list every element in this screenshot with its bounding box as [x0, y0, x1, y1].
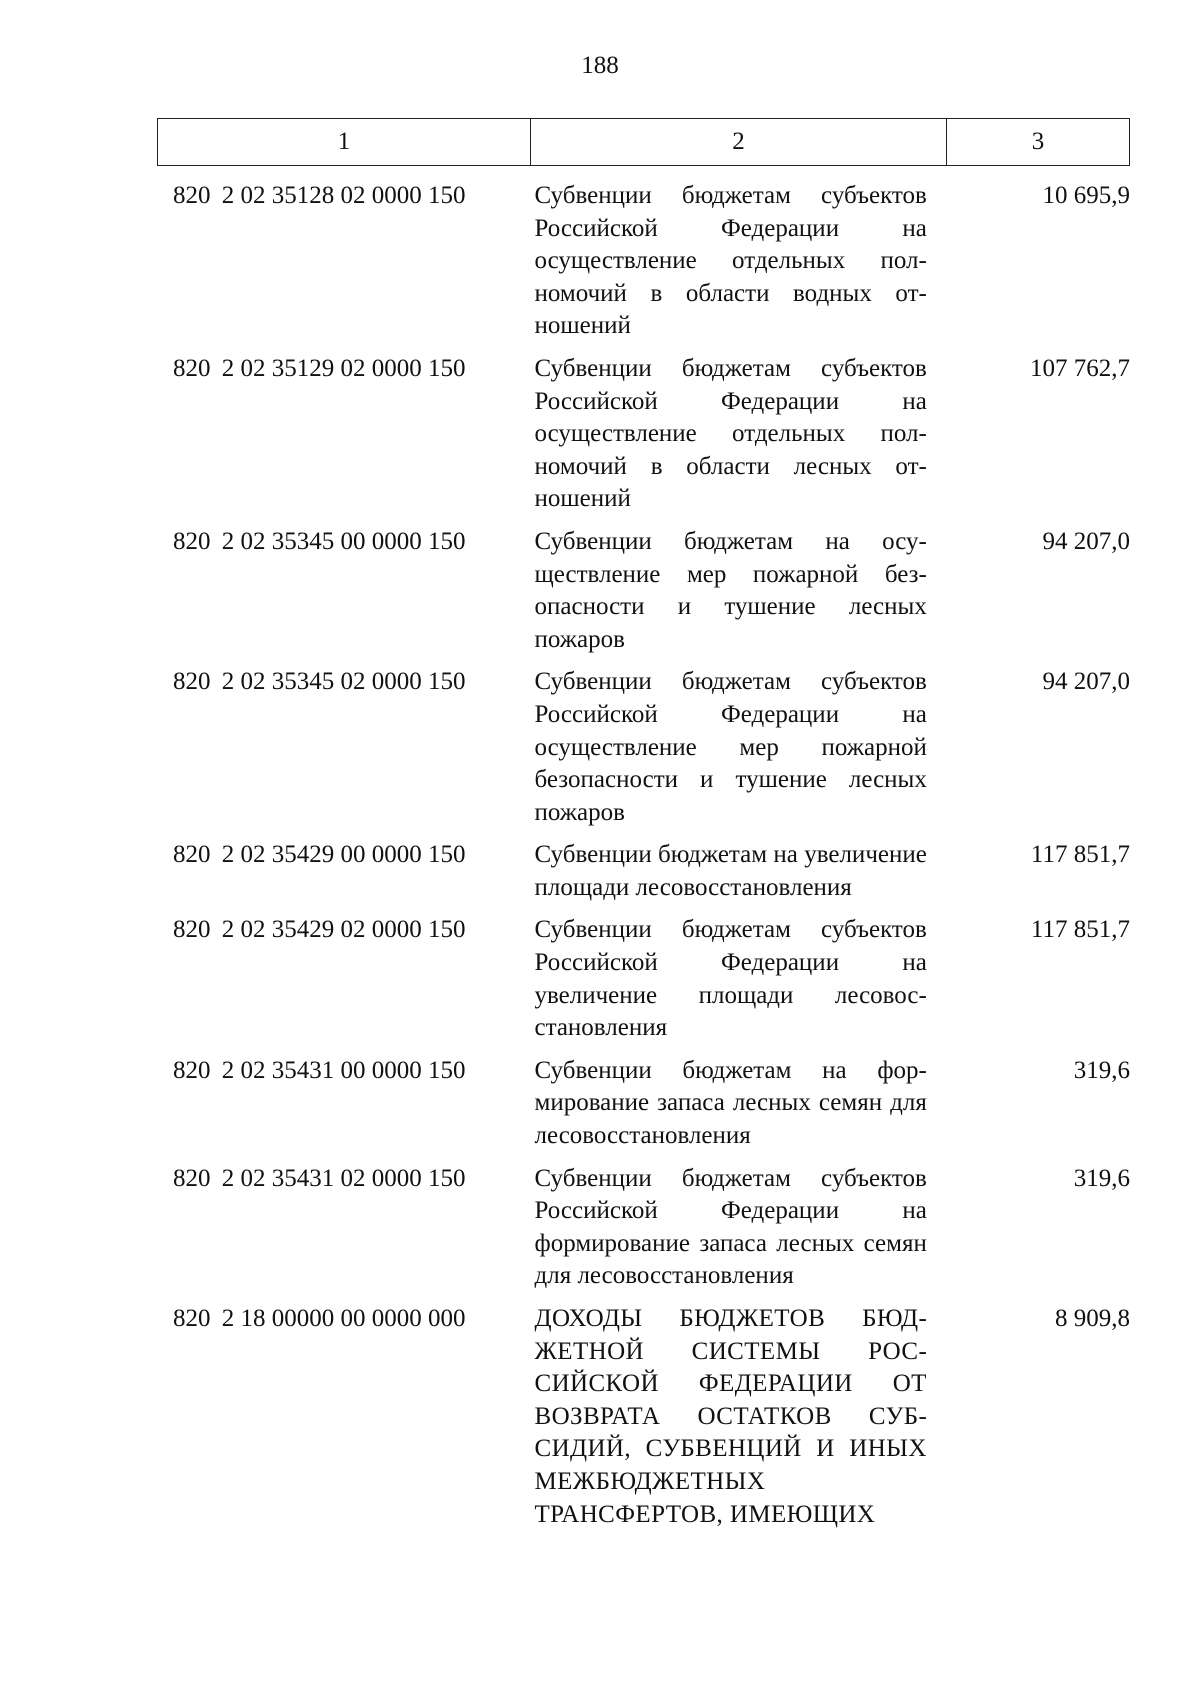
- table-row: [157, 839, 1130, 904]
- revenue-name-cell: Субвенции бюджетам на увеличение площади лесовосстановления: [534, 841, 927, 901]
- table-body: [157, 166, 1130, 1531]
- amount-cell: 107 762,7: [1029, 354, 1130, 382]
- header-col-1: 1: [158, 119, 531, 165]
- revenue-name-cell: Субвенции бюджетам на формирование запаса лесных семян для лесовосстановления: [534, 1056, 927, 1150]
- admin-code-cell: 820: [173, 841, 211, 869]
- admin-code-cell: 820: [173, 668, 211, 696]
- revenue-name-cell: Субвенции бюджетам субъектов Российской Федерации на формирование запаса лесных семян для лесовосстановления: [534, 1164, 927, 1290]
- table-row: [157, 666, 1130, 829]
- budget-code-cell: 2 02 35129 02 0000 150: [221, 354, 466, 382]
- budget-code-cell: 2 02 35431 00 0000 150: [221, 1056, 466, 1084]
- table-header: [157, 118, 1130, 166]
- revenue-name-cell: Субвенции бюджетам субъектов Российской Федерации на осуществление мер пожарной безопасности и тушение лесных пожаров: [534, 668, 927, 826]
- admin-code-cell: 820: [173, 1164, 211, 1192]
- amount-cell: 94 207,0: [1042, 527, 1130, 555]
- admin-code-cell: 820: [173, 1056, 211, 1084]
- budget-code-cell: 2 02 35431 02 0000 150: [221, 1164, 466, 1192]
- table-row: [157, 1055, 1130, 1153]
- revenue-name-cell: Субвенции бюджетам субъектов Российской Федерации на увеличение площади лесовосстановления: [534, 916, 927, 1042]
- amount-cell: 10 695,9: [1042, 182, 1130, 209]
- header-col-3: 3: [1031, 128, 1045, 155]
- header-col-2: 2: [531, 119, 947, 165]
- budget-code-cell: 2 02 35345 00 0000 150: [221, 527, 466, 555]
- amount-cell: 319,6: [1073, 1164, 1130, 1192]
- amount-cell: 117 851,7: [1030, 841, 1130, 869]
- amount-cell: 319,6: [1073, 1056, 1130, 1084]
- table-row: [157, 914, 1130, 1044]
- admin-code-cell: 820: [173, 916, 211, 944]
- page-number: 188: [581, 52, 619, 79]
- budget-code-cell: 2 18 00000 00 0000 000: [221, 1305, 466, 1332]
- amount-cell: 117 851,7: [1030, 916, 1130, 944]
- revenue-name-cell: ДОХОДЫ БЮДЖЕТОВ БЮДЖЕТНОЙ СИСТЕМЫ РОССИЙСКОЙ ФЕДЕРАЦИИ ОТ ВОЗВРАТА ОСТАТКОВ СУБСИДИЙ, СУБВЕНЦИЙ И ИНЫХ МЕЖБЮДЖЕТНЫХ ТРАНСФЕРТОВ, ИМЕЮЩИХ: [534, 1305, 927, 1528]
- amount-cell: 94 207,0: [1042, 668, 1130, 696]
- admin-code-cell: 820: [173, 527, 211, 555]
- revenue-name-cell: Субвенции бюджетам на осуществление мер пожарной безопасности и тушение лесных пожаров: [534, 527, 927, 653]
- amount-cell: 8 909,8: [1054, 1305, 1130, 1332]
- revenue-name-cell: Субвенции бюджетам субъектов Российской Федерации на осуществление отдельных полномочий в области водных отношений: [534, 182, 927, 340]
- revenue-name-cell: Субвенции бюджетам субъектов Российской Федерации на осуществление отдельных полномочий в области лесных отношений: [534, 354, 927, 513]
- table-row: [157, 1303, 1130, 1531]
- budget-code-cell: 2 02 35429 00 0000 150: [221, 841, 466, 869]
- table-row: [157, 180, 1130, 343]
- budget-code-cell: 2 02 35345 02 0000 150: [221, 668, 466, 696]
- budget-code-cell: 2 02 35429 02 0000 150: [221, 916, 466, 944]
- admin-code-cell: 820: [173, 182, 211, 209]
- admin-code-cell: 820: [173, 354, 211, 382]
- table-row: [157, 353, 1130, 516]
- budget-table: [157, 118, 1130, 1541]
- budget-code-cell: 2 02 35128 02 0000 150: [221, 182, 466, 209]
- admin-code-cell: 820: [173, 1305, 211, 1332]
- table-row: [157, 1163, 1130, 1293]
- table-row: [157, 526, 1130, 656]
